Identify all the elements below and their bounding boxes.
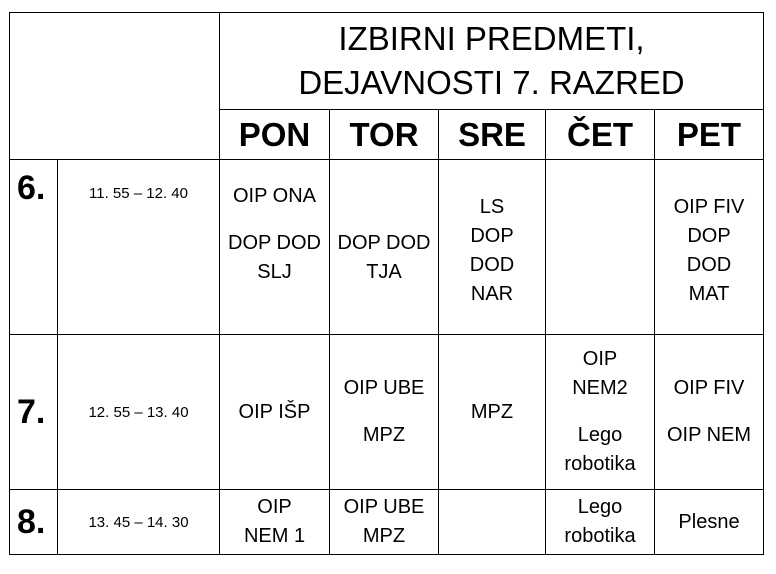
- page-title: [220, 13, 764, 110]
- day-header-sre: SRE: [439, 110, 546, 160]
- day-header-pet: PET: [655, 110, 764, 160]
- cell-pet: [655, 490, 764, 555]
- period-number: 7.: [10, 335, 58, 490]
- table-row: [10, 335, 764, 490]
- period-number: 6.: [10, 160, 58, 335]
- cell-pon: [220, 335, 330, 490]
- cell-line: OIP NEM: [666, 424, 752, 446]
- cell-line: MPZ: [470, 400, 514, 423]
- cell-sre: [439, 160, 546, 335]
- cell-line: DOP DOD: [228, 232, 321, 254]
- cell-line: MPZ: [362, 525, 406, 547]
- title-line-2: DEJAVNOSTI 7. RAZRED: [298, 64, 685, 101]
- cell-line: NEM 1: [243, 525, 306, 547]
- cell-cet: [546, 160, 655, 335]
- period-time: 11. 55 – 12. 40: [58, 160, 220, 335]
- cell-line: DOP: [687, 225, 731, 247]
- cell-sre: [439, 335, 546, 490]
- cell-line: TJA: [366, 261, 402, 283]
- cell-tor: [330, 490, 439, 555]
- cell-line: Plesne: [678, 510, 740, 533]
- cell-pon: [220, 160, 330, 335]
- cell-line: OIP UBE: [343, 377, 425, 399]
- cell-line: NEM2: [572, 377, 628, 399]
- day-header-cet: ČET: [546, 110, 655, 160]
- cell-pet: [655, 335, 764, 490]
- cell-line: Lego: [577, 424, 623, 446]
- cell-line: DOD: [469, 254, 515, 276]
- cell-sre: [439, 490, 546, 555]
- period-time: 12. 55 – 13. 40: [58, 335, 220, 490]
- cell-tor: [330, 335, 439, 490]
- cell-line: OIP: [582, 348, 618, 370]
- cell-line: OIP ONA: [233, 185, 316, 207]
- corner-blank-cell: [10, 13, 220, 160]
- cell-line: robotika: [564, 525, 636, 547]
- schedule-table: [9, 12, 764, 555]
- cell-line: LS: [479, 196, 505, 218]
- cell-line: SLJ: [257, 261, 292, 283]
- cell-line: Lego: [577, 496, 623, 518]
- cell-cet: [546, 335, 655, 490]
- cell-pon: [220, 490, 330, 555]
- cell-line: NAR: [470, 283, 514, 305]
- cell-line: OIP FIV: [673, 196, 745, 218]
- table-row: [10, 490, 764, 555]
- period-time: 13. 45 – 14. 30: [58, 490, 220, 555]
- cell-line: MPZ: [362, 424, 406, 446]
- cell-line: OIP UBE: [343, 496, 425, 518]
- cell-line: OIP: [257, 496, 292, 518]
- day-header-tor: TOR: [330, 110, 439, 160]
- cell-cet: [546, 490, 655, 555]
- cell-line: robotika: [564, 453, 636, 475]
- cell-line: MAT: [688, 283, 730, 305]
- cell-line: OIP IŠP: [238, 400, 311, 423]
- cell-line: DOP: [470, 225, 514, 247]
- table-row: [10, 160, 764, 335]
- cell-pet: [655, 160, 764, 335]
- cell-line: OIP FIV: [673, 377, 745, 399]
- cell-tor: [330, 160, 439, 335]
- cell-line: DOD: [686, 254, 732, 276]
- cell-line: DOP DOD: [337, 232, 431, 254]
- day-header-pon: PON: [220, 110, 330, 160]
- title-line-1: IZBIRNI PREDMETI,: [338, 20, 645, 57]
- period-number: 8.: [10, 490, 58, 555]
